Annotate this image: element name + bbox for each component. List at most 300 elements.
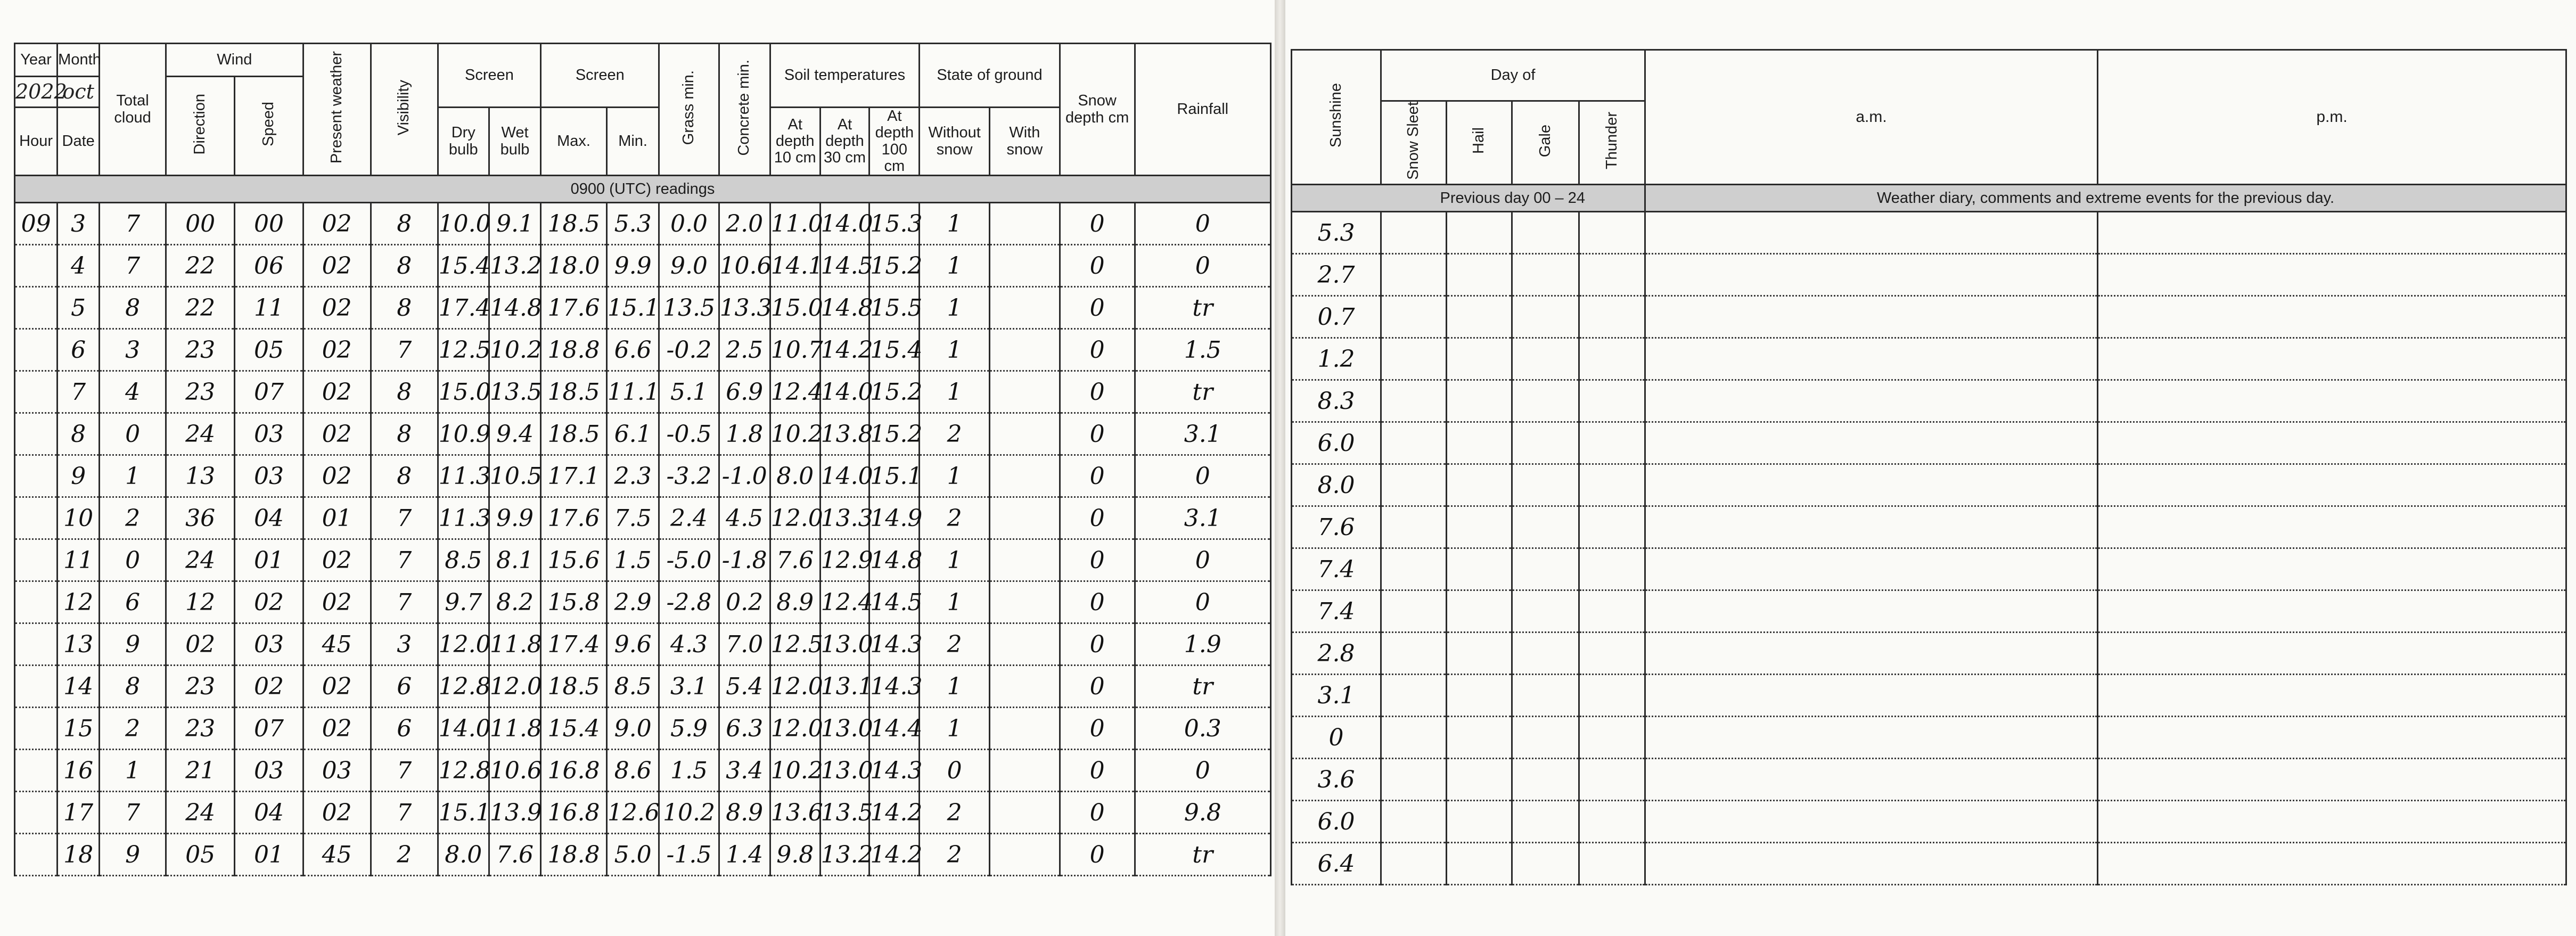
cell-am xyxy=(1645,717,2098,759)
cell-date: 13 xyxy=(58,623,100,666)
cell-ws xyxy=(989,371,1060,413)
cell-rain: tr xyxy=(1135,287,1270,329)
cell-wx: 02 xyxy=(303,287,371,329)
cell-ws xyxy=(989,245,1060,287)
cell-grass: 13.5 xyxy=(659,287,719,329)
cell-wx: 02 xyxy=(303,792,371,834)
cell-snow-sleet xyxy=(1381,590,1447,633)
cell-date: 10 xyxy=(58,497,100,539)
diary-row xyxy=(1292,422,2566,464)
cell-dry: 14.0 xyxy=(438,708,489,750)
cell-min: 9.9 xyxy=(606,245,659,287)
cell-conc: 0.2 xyxy=(719,581,770,623)
cell-thunder xyxy=(1579,422,1645,464)
cell-pm xyxy=(2098,506,2566,548)
cell-hail xyxy=(1447,506,1512,548)
cell-cloud: 7 xyxy=(100,245,166,287)
cell-cloud: 8 xyxy=(100,666,166,708)
cell-s100: 14.3 xyxy=(869,623,920,666)
cell-hour xyxy=(15,750,58,792)
cell-s10: 10.7 xyxy=(770,329,820,371)
cell-cloud: 2 xyxy=(100,708,166,750)
cell-vis: 8 xyxy=(371,287,438,329)
cell-dry: 8.0 xyxy=(438,834,489,876)
cell-wos: 2 xyxy=(920,497,990,539)
cell-hail xyxy=(1447,296,1512,338)
cell-ws xyxy=(989,329,1060,371)
cell-s10: 8.9 xyxy=(770,581,820,623)
cell-hour xyxy=(15,455,58,497)
cell-s100: 15.2 xyxy=(869,245,920,287)
reading-row xyxy=(15,371,1271,413)
cell-date: 8 xyxy=(58,413,100,455)
cell-gale xyxy=(1512,380,1579,422)
grass-min-header: Grass min. xyxy=(659,44,719,176)
diary-row xyxy=(1292,843,2566,885)
cell-s10: 12.0 xyxy=(770,666,820,708)
diary-table xyxy=(1291,49,2567,885)
cell-conc: 1.4 xyxy=(719,834,770,876)
cell-s10: 7.6 xyxy=(770,539,820,581)
wind-direction-header: Direction xyxy=(166,77,234,176)
cell-min: 8.5 xyxy=(606,666,659,708)
cell-snow: 0 xyxy=(1060,455,1135,497)
cell-hail xyxy=(1447,548,1512,590)
soil-10cm-header: At depth 10 cm xyxy=(770,108,820,176)
cell-sunshine: 3.6 xyxy=(1292,759,1381,801)
cell-snow: 0 xyxy=(1060,413,1135,455)
soil-temperatures-header: Soil temperatures xyxy=(770,44,920,108)
cell-gale xyxy=(1512,212,1579,254)
cell-snow-sleet xyxy=(1381,759,1447,801)
cell-ws xyxy=(989,834,1060,876)
cell-conc: 2.5 xyxy=(719,329,770,371)
wind-speed-header: Speed xyxy=(235,77,303,176)
cell-wx: 02 xyxy=(303,539,371,581)
cell-hour xyxy=(15,497,58,539)
diary-row xyxy=(1292,548,2566,590)
cell-spd: 05 xyxy=(235,329,303,371)
cell-s30: 14.0 xyxy=(820,455,869,497)
cell-max: 16.8 xyxy=(541,750,607,792)
cell-date: 11 xyxy=(58,539,100,581)
cell-snow: 0 xyxy=(1060,329,1135,371)
cell-vis: 8 xyxy=(371,413,438,455)
reading-row xyxy=(15,497,1271,539)
cell-grass: 1.5 xyxy=(659,750,719,792)
cell-conc: 6.3 xyxy=(719,708,770,750)
cell-thunder xyxy=(1579,254,1645,296)
cell-date: 9 xyxy=(58,455,100,497)
screen-header-2: Screen xyxy=(541,44,659,108)
cell-dir: 00 xyxy=(166,203,234,245)
cell-thunder xyxy=(1579,801,1645,843)
cell-snow: 0 xyxy=(1060,203,1135,245)
cell-cloud: 0 xyxy=(100,413,166,455)
cell-snow-sleet xyxy=(1381,717,1447,759)
cell-date: 7 xyxy=(58,371,100,413)
cell-wet: 11.8 xyxy=(489,623,540,666)
cell-sunshine: 3.1 xyxy=(1292,675,1381,717)
cell-dry: 12.5 xyxy=(438,329,489,371)
cell-dir: 24 xyxy=(166,792,234,834)
cell-hail xyxy=(1447,338,1512,380)
cell-dir: 23 xyxy=(166,708,234,750)
cell-grass: 3.1 xyxy=(659,666,719,708)
reading-row xyxy=(15,666,1271,708)
cell-conc: -1.0 xyxy=(719,455,770,497)
cell-thunder xyxy=(1579,843,1645,885)
cell-wet: 12.0 xyxy=(489,666,540,708)
cell-wos: 1 xyxy=(920,245,990,287)
cell-conc: 1.8 xyxy=(719,413,770,455)
cell-snow: 0 xyxy=(1060,834,1135,876)
cell-ws xyxy=(989,708,1060,750)
year-label: Year xyxy=(15,44,58,77)
cell-spd: 07 xyxy=(235,708,303,750)
reading-row xyxy=(15,287,1271,329)
soil-30cm-header: At depth 30 cm xyxy=(820,108,869,176)
cell-wx: 02 xyxy=(303,413,371,455)
cell-vis: 2 xyxy=(371,834,438,876)
cell-rain: 1.9 xyxy=(1135,623,1270,666)
cell-dir: 21 xyxy=(166,750,234,792)
cell-pm xyxy=(2098,717,2566,759)
cell-am xyxy=(1645,254,2098,296)
cell-wx: 02 xyxy=(303,371,371,413)
cell-wx: 45 xyxy=(303,623,371,666)
cell-hail xyxy=(1447,254,1512,296)
cell-ws xyxy=(989,287,1060,329)
cell-hail xyxy=(1447,633,1512,675)
cell-sunshine: 6.0 xyxy=(1292,801,1381,843)
cell-cloud: 1 xyxy=(100,455,166,497)
cell-s30: 13.0 xyxy=(820,708,869,750)
cell-wos: 1 xyxy=(920,708,990,750)
cell-date: 12 xyxy=(58,581,100,623)
cell-spd: 06 xyxy=(235,245,303,287)
cell-grass: -2.8 xyxy=(659,581,719,623)
concrete-min-header: Concrete min. xyxy=(719,44,770,176)
cell-spd: 03 xyxy=(235,750,303,792)
soil-100cm-header: At depth 100 cm xyxy=(869,108,920,176)
diary-row xyxy=(1292,633,2566,675)
cell-snow-sleet xyxy=(1381,380,1447,422)
day-of-header: Day of xyxy=(1381,50,1645,101)
cell-grass: 9.0 xyxy=(659,245,719,287)
cell-s10: 10.2 xyxy=(770,413,820,455)
cell-gale xyxy=(1512,759,1579,801)
diary-row xyxy=(1292,717,2566,759)
cell-sunshine: 5.3 xyxy=(1292,212,1381,254)
cell-grass: -1.5 xyxy=(659,834,719,876)
cell-am xyxy=(1645,338,2098,380)
cell-dir: 13 xyxy=(166,455,234,497)
cell-am xyxy=(1645,801,2098,843)
previous-day-band: Previous day 00 – 24 xyxy=(1381,185,1645,212)
cell-conc: 2.0 xyxy=(719,203,770,245)
diary-row xyxy=(1292,296,2566,338)
cell-dry: 15.4 xyxy=(438,245,489,287)
cell-thunder xyxy=(1579,212,1645,254)
cell-am xyxy=(1645,843,2098,885)
cell-snow-sleet xyxy=(1381,338,1447,380)
diary-row xyxy=(1292,254,2566,296)
cell-cloud: 3 xyxy=(100,329,166,371)
cell-s30: 13.8 xyxy=(820,413,869,455)
cell-conc: 5.4 xyxy=(719,666,770,708)
cell-snow-sleet xyxy=(1381,506,1447,548)
cell-ws xyxy=(989,455,1060,497)
cell-hail xyxy=(1447,212,1512,254)
cell-wet: 10.2 xyxy=(489,329,540,371)
cell-gale xyxy=(1512,590,1579,633)
cell-s100: 15.2 xyxy=(869,371,920,413)
cell-rain: 1.5 xyxy=(1135,329,1270,371)
cell-am xyxy=(1645,380,2098,422)
cell-am xyxy=(1645,296,2098,338)
cell-cloud: 9 xyxy=(100,623,166,666)
cell-hour xyxy=(15,792,58,834)
cell-ws xyxy=(989,581,1060,623)
cell-vis: 8 xyxy=(371,203,438,245)
cell-min: 8.6 xyxy=(606,750,659,792)
cell-vis: 7 xyxy=(371,539,438,581)
cell-snow: 0 xyxy=(1060,245,1135,287)
cell-hail xyxy=(1447,675,1512,717)
wind-header: Wind xyxy=(166,44,303,77)
cell-am xyxy=(1645,675,2098,717)
cell-am xyxy=(1645,422,2098,464)
hour-label: Hour xyxy=(15,108,58,176)
cell-wx: 02 xyxy=(303,708,371,750)
cell-cloud: 6 xyxy=(100,581,166,623)
cell-s100: 14.9 xyxy=(869,497,920,539)
cell-rain: 0 xyxy=(1135,539,1270,581)
cell-wx: 02 xyxy=(303,245,371,287)
cell-dry: 8.5 xyxy=(438,539,489,581)
cell-wx: 45 xyxy=(303,834,371,876)
cell-wet: 8.1 xyxy=(489,539,540,581)
cell-wx: 02 xyxy=(303,666,371,708)
cell-dir: 24 xyxy=(166,413,234,455)
cell-hour xyxy=(15,666,58,708)
cell-am xyxy=(1645,506,2098,548)
cell-snow: 0 xyxy=(1060,581,1135,623)
cell-s100: 14.4 xyxy=(869,708,920,750)
readings-body xyxy=(15,203,1271,876)
cell-gale xyxy=(1512,843,1579,885)
cell-dir: 12 xyxy=(166,581,234,623)
cell-spd: 00 xyxy=(235,203,303,245)
cell-wx: 02 xyxy=(303,581,371,623)
cell-dry: 10.0 xyxy=(438,203,489,245)
cell-wet: 9.9 xyxy=(489,497,540,539)
cell-max: 15.8 xyxy=(541,581,607,623)
cell-wet: 13.2 xyxy=(489,245,540,287)
cell-max: 18.5 xyxy=(541,413,607,455)
reading-row xyxy=(15,203,1271,245)
cell-gale xyxy=(1512,717,1579,759)
cell-dry: 15.0 xyxy=(438,371,489,413)
screen-header-1: Screen xyxy=(438,44,541,108)
cell-pm xyxy=(2098,843,2566,885)
cell-ws xyxy=(989,666,1060,708)
cell-dry: 15.1 xyxy=(438,792,489,834)
cell-sunshine: 2.8 xyxy=(1292,633,1381,675)
cell-s30: 12.4 xyxy=(820,581,869,623)
cell-wet: 8.2 xyxy=(489,581,540,623)
cell-wet: 9.1 xyxy=(489,203,540,245)
cell-hour xyxy=(15,581,58,623)
cell-sunshine: 8.0 xyxy=(1292,464,1381,506)
cell-hour xyxy=(15,834,58,876)
cell-rain: 0.3 xyxy=(1135,708,1270,750)
cell-grass: 5.1 xyxy=(659,371,719,413)
cell-wx: 01 xyxy=(303,497,371,539)
cell-spd: 02 xyxy=(235,666,303,708)
cell-max: 18.8 xyxy=(541,329,607,371)
dry-bulb-header: Dry bulb xyxy=(438,108,489,176)
cell-rain: tr xyxy=(1135,834,1270,876)
cell-thunder xyxy=(1579,633,1645,675)
cell-grass: 5.9 xyxy=(659,708,719,750)
cell-pm xyxy=(2098,675,2566,717)
cell-thunder xyxy=(1579,338,1645,380)
cell-pm xyxy=(2098,296,2566,338)
cell-snow-sleet xyxy=(1381,801,1447,843)
cell-thunder xyxy=(1579,506,1645,548)
cell-thunder xyxy=(1579,717,1645,759)
cell-max: 15.6 xyxy=(541,539,607,581)
cell-s100: 14.3 xyxy=(869,666,920,708)
cell-dir: 23 xyxy=(166,666,234,708)
cell-s100: 15.1 xyxy=(869,455,920,497)
cell-s30: 14.2 xyxy=(820,329,869,371)
cell-snow-sleet xyxy=(1381,254,1447,296)
diary-row xyxy=(1292,380,2566,422)
cell-s30: 14.0 xyxy=(820,371,869,413)
cell-wet: 14.8 xyxy=(489,287,540,329)
cell-rain: 0 xyxy=(1135,203,1270,245)
cell-dry: 12.8 xyxy=(438,750,489,792)
cell-date: 15 xyxy=(58,708,100,750)
cell-thunder xyxy=(1579,464,1645,506)
thunder-header: Thunder xyxy=(1579,101,1645,185)
year-value: 2022 xyxy=(15,77,58,108)
present-weather-header: Present weather xyxy=(303,44,371,176)
cell-min: 2.3 xyxy=(606,455,659,497)
cell-vis: 3 xyxy=(371,623,438,666)
cell-pm xyxy=(2098,254,2566,296)
cell-max: 17.6 xyxy=(541,287,607,329)
cell-cloud: 8 xyxy=(100,287,166,329)
cell-snow: 0 xyxy=(1060,497,1135,539)
cell-hail xyxy=(1447,843,1512,885)
cell-snow: 0 xyxy=(1060,287,1135,329)
cell-ws xyxy=(989,203,1060,245)
cell-wet: 11.8 xyxy=(489,708,540,750)
sunshine-header: Sunshine xyxy=(1292,50,1381,185)
cell-gale xyxy=(1512,633,1579,675)
cell-pm xyxy=(2098,590,2566,633)
cell-snow: 0 xyxy=(1060,371,1135,413)
cell-wet: 10.6 xyxy=(489,750,540,792)
cell-sunshine: 0.7 xyxy=(1292,296,1381,338)
cell-hour xyxy=(15,287,58,329)
cell-vis: 7 xyxy=(371,497,438,539)
cell-am xyxy=(1645,590,2098,633)
reading-row xyxy=(15,455,1271,497)
cell-max: 18.5 xyxy=(541,371,607,413)
cell-pm xyxy=(2098,380,2566,422)
cell-conc: 6.9 xyxy=(719,371,770,413)
cell-dry: 17.4 xyxy=(438,287,489,329)
reading-row xyxy=(15,539,1271,581)
cell-gale xyxy=(1512,296,1579,338)
cell-dry: 10.9 xyxy=(438,413,489,455)
cell-hail xyxy=(1447,380,1512,422)
cell-cloud: 9 xyxy=(100,834,166,876)
cell-wx: 02 xyxy=(303,329,371,371)
cell-dir: 24 xyxy=(166,539,234,581)
month-label: Month xyxy=(58,44,100,77)
cell-rain: 9.8 xyxy=(1135,792,1270,834)
cell-grass: 10.2 xyxy=(659,792,719,834)
diary-row xyxy=(1292,675,2566,717)
with-snow-header: With snow xyxy=(989,108,1060,176)
cell-am xyxy=(1645,759,2098,801)
cell-grass: -0.2 xyxy=(659,329,719,371)
cell-ws xyxy=(989,792,1060,834)
cell-spd: 01 xyxy=(235,834,303,876)
hail-header: Hail xyxy=(1447,101,1512,185)
cell-dry: 12.8 xyxy=(438,666,489,708)
cell-snow-sleet xyxy=(1381,675,1447,717)
cell-wos: 1 xyxy=(920,455,990,497)
cell-s30: 14.8 xyxy=(820,287,869,329)
cell-spd: 01 xyxy=(235,539,303,581)
cell-hour xyxy=(15,413,58,455)
cell-max: 18.5 xyxy=(541,666,607,708)
cell-wet: 13.5 xyxy=(489,371,540,413)
cell-cloud: 2 xyxy=(100,497,166,539)
cell-pm xyxy=(2098,338,2566,380)
cell-dry: 11.3 xyxy=(438,497,489,539)
cell-am xyxy=(1645,633,2098,675)
cell-s100: 15.3 xyxy=(869,203,920,245)
cell-wet: 9.4 xyxy=(489,413,540,455)
cell-max: 16.8 xyxy=(541,792,607,834)
cell-hour: 09 xyxy=(15,203,58,245)
cell-grass: 0.0 xyxy=(659,203,719,245)
diary-row xyxy=(1292,338,2566,380)
cell-wos: 1 xyxy=(920,371,990,413)
cell-thunder xyxy=(1579,759,1645,801)
cell-am xyxy=(1645,464,2098,506)
cell-vis: 8 xyxy=(371,371,438,413)
left-page xyxy=(0,0,1275,936)
cell-ws xyxy=(989,413,1060,455)
cell-hail xyxy=(1447,759,1512,801)
cell-sunshine: 8.3 xyxy=(1292,380,1381,422)
cell-pm xyxy=(2098,212,2566,254)
cell-gale xyxy=(1512,801,1579,843)
cell-hour xyxy=(15,623,58,666)
reading-row xyxy=(15,623,1271,666)
diary-row xyxy=(1292,464,2566,506)
cell-thunder xyxy=(1579,548,1645,590)
